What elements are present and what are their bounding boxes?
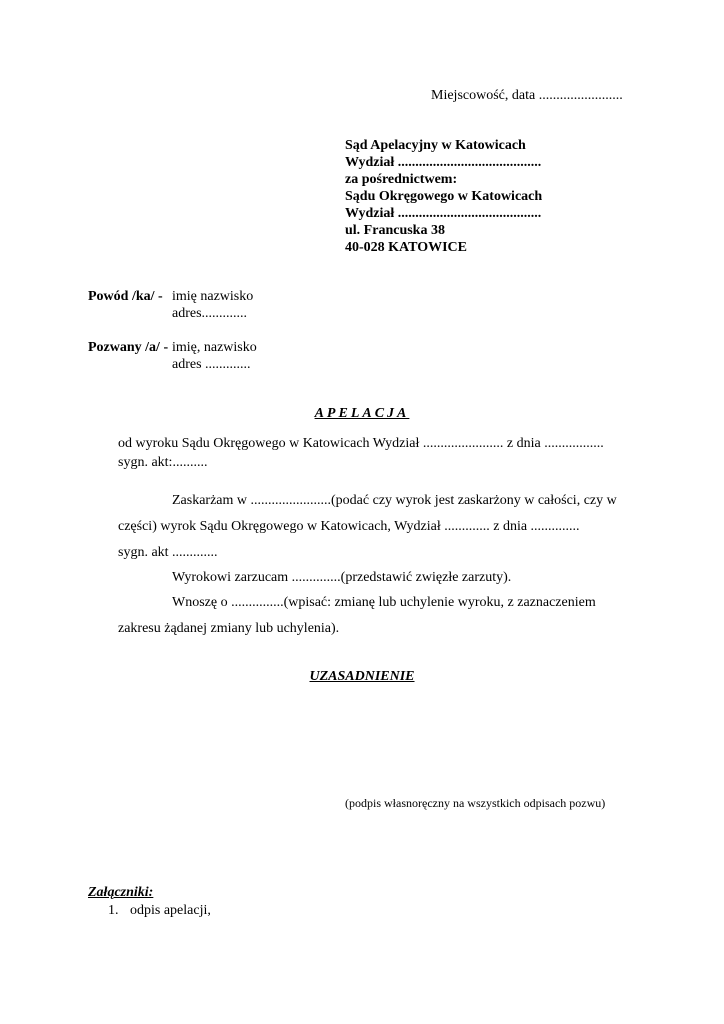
appeal-request-line1: Wnoszę o ...............(wpisać: zmianę lub uchylenie wyroku, z zaznaczeniem (172, 595, 596, 610)
attachment-item (108, 902, 211, 919)
court-street: ul. Francuska 38 (345, 223, 445, 238)
appeal-intro-line2: sygn. akt:.......... (118, 455, 208, 470)
plaintiff-name: imię nazwisko (172, 289, 254, 304)
justification-title: UZASADNIENIE (309, 669, 415, 684)
appeal-intro-line1: od wyroku Sądu Okręgowego w Katowicach Wydział ....................... z dnia ................. (118, 436, 604, 451)
intermediary-court-name: Sądu Okręgowego w Katowicach (345, 189, 543, 204)
intermediary-court-department: Wydział ......................................... (345, 206, 542, 221)
signature-note: (podpis własnoręczny na wszystkich odpisach pozwu) (345, 796, 606, 810)
court-name: Sąd Apelacyjny w Katowicach (345, 138, 526, 153)
attachment-item-text: odpis apelacji, (130, 903, 211, 918)
appeal-scope-line3: sygn. akt ............. (118, 545, 218, 560)
plaintiff-label: Powód /ka/ - (88, 289, 163, 304)
plaintiff-address: adres............. (172, 306, 248, 321)
appeal-charges: Wyrokowi zarzucam ..............(przedstawić zwięzłe zarzuty). (172, 570, 512, 585)
court-department: Wydział ......................................... (345, 155, 542, 170)
defendant-row (88, 339, 257, 356)
plaintiff-row (88, 288, 253, 305)
place-date-line: Miejscowość, data ........................ (431, 88, 623, 103)
defendant-name: imię, nazwisko (172, 340, 257, 355)
court-address-block (345, 137, 542, 256)
appeal-scope-line1: Zaskarżam w .......................(podać czy wyrok jest zaskarżony w całości, czy w (172, 493, 617, 508)
appeal-request-line2: zakresu żądanej zmiany lub uchylenia). (118, 621, 340, 636)
attachments-title: Załączniki: (88, 885, 154, 900)
defendant-label: Pozwany /a/ - (88, 340, 169, 355)
appeal-scope-line2: części) wyrok Sądu Okręgowego w Katowicach, Wydział ............. z dnia .............. (118, 519, 580, 534)
attachment-item-number: 1. (108, 903, 119, 918)
via-label: za pośrednictwem: (345, 172, 458, 187)
defendant-address: adres ............. (172, 357, 251, 372)
court-postal-city: 40-028 KATOWICE (345, 240, 467, 255)
appeal-title: APELACJA (314, 406, 410, 421)
